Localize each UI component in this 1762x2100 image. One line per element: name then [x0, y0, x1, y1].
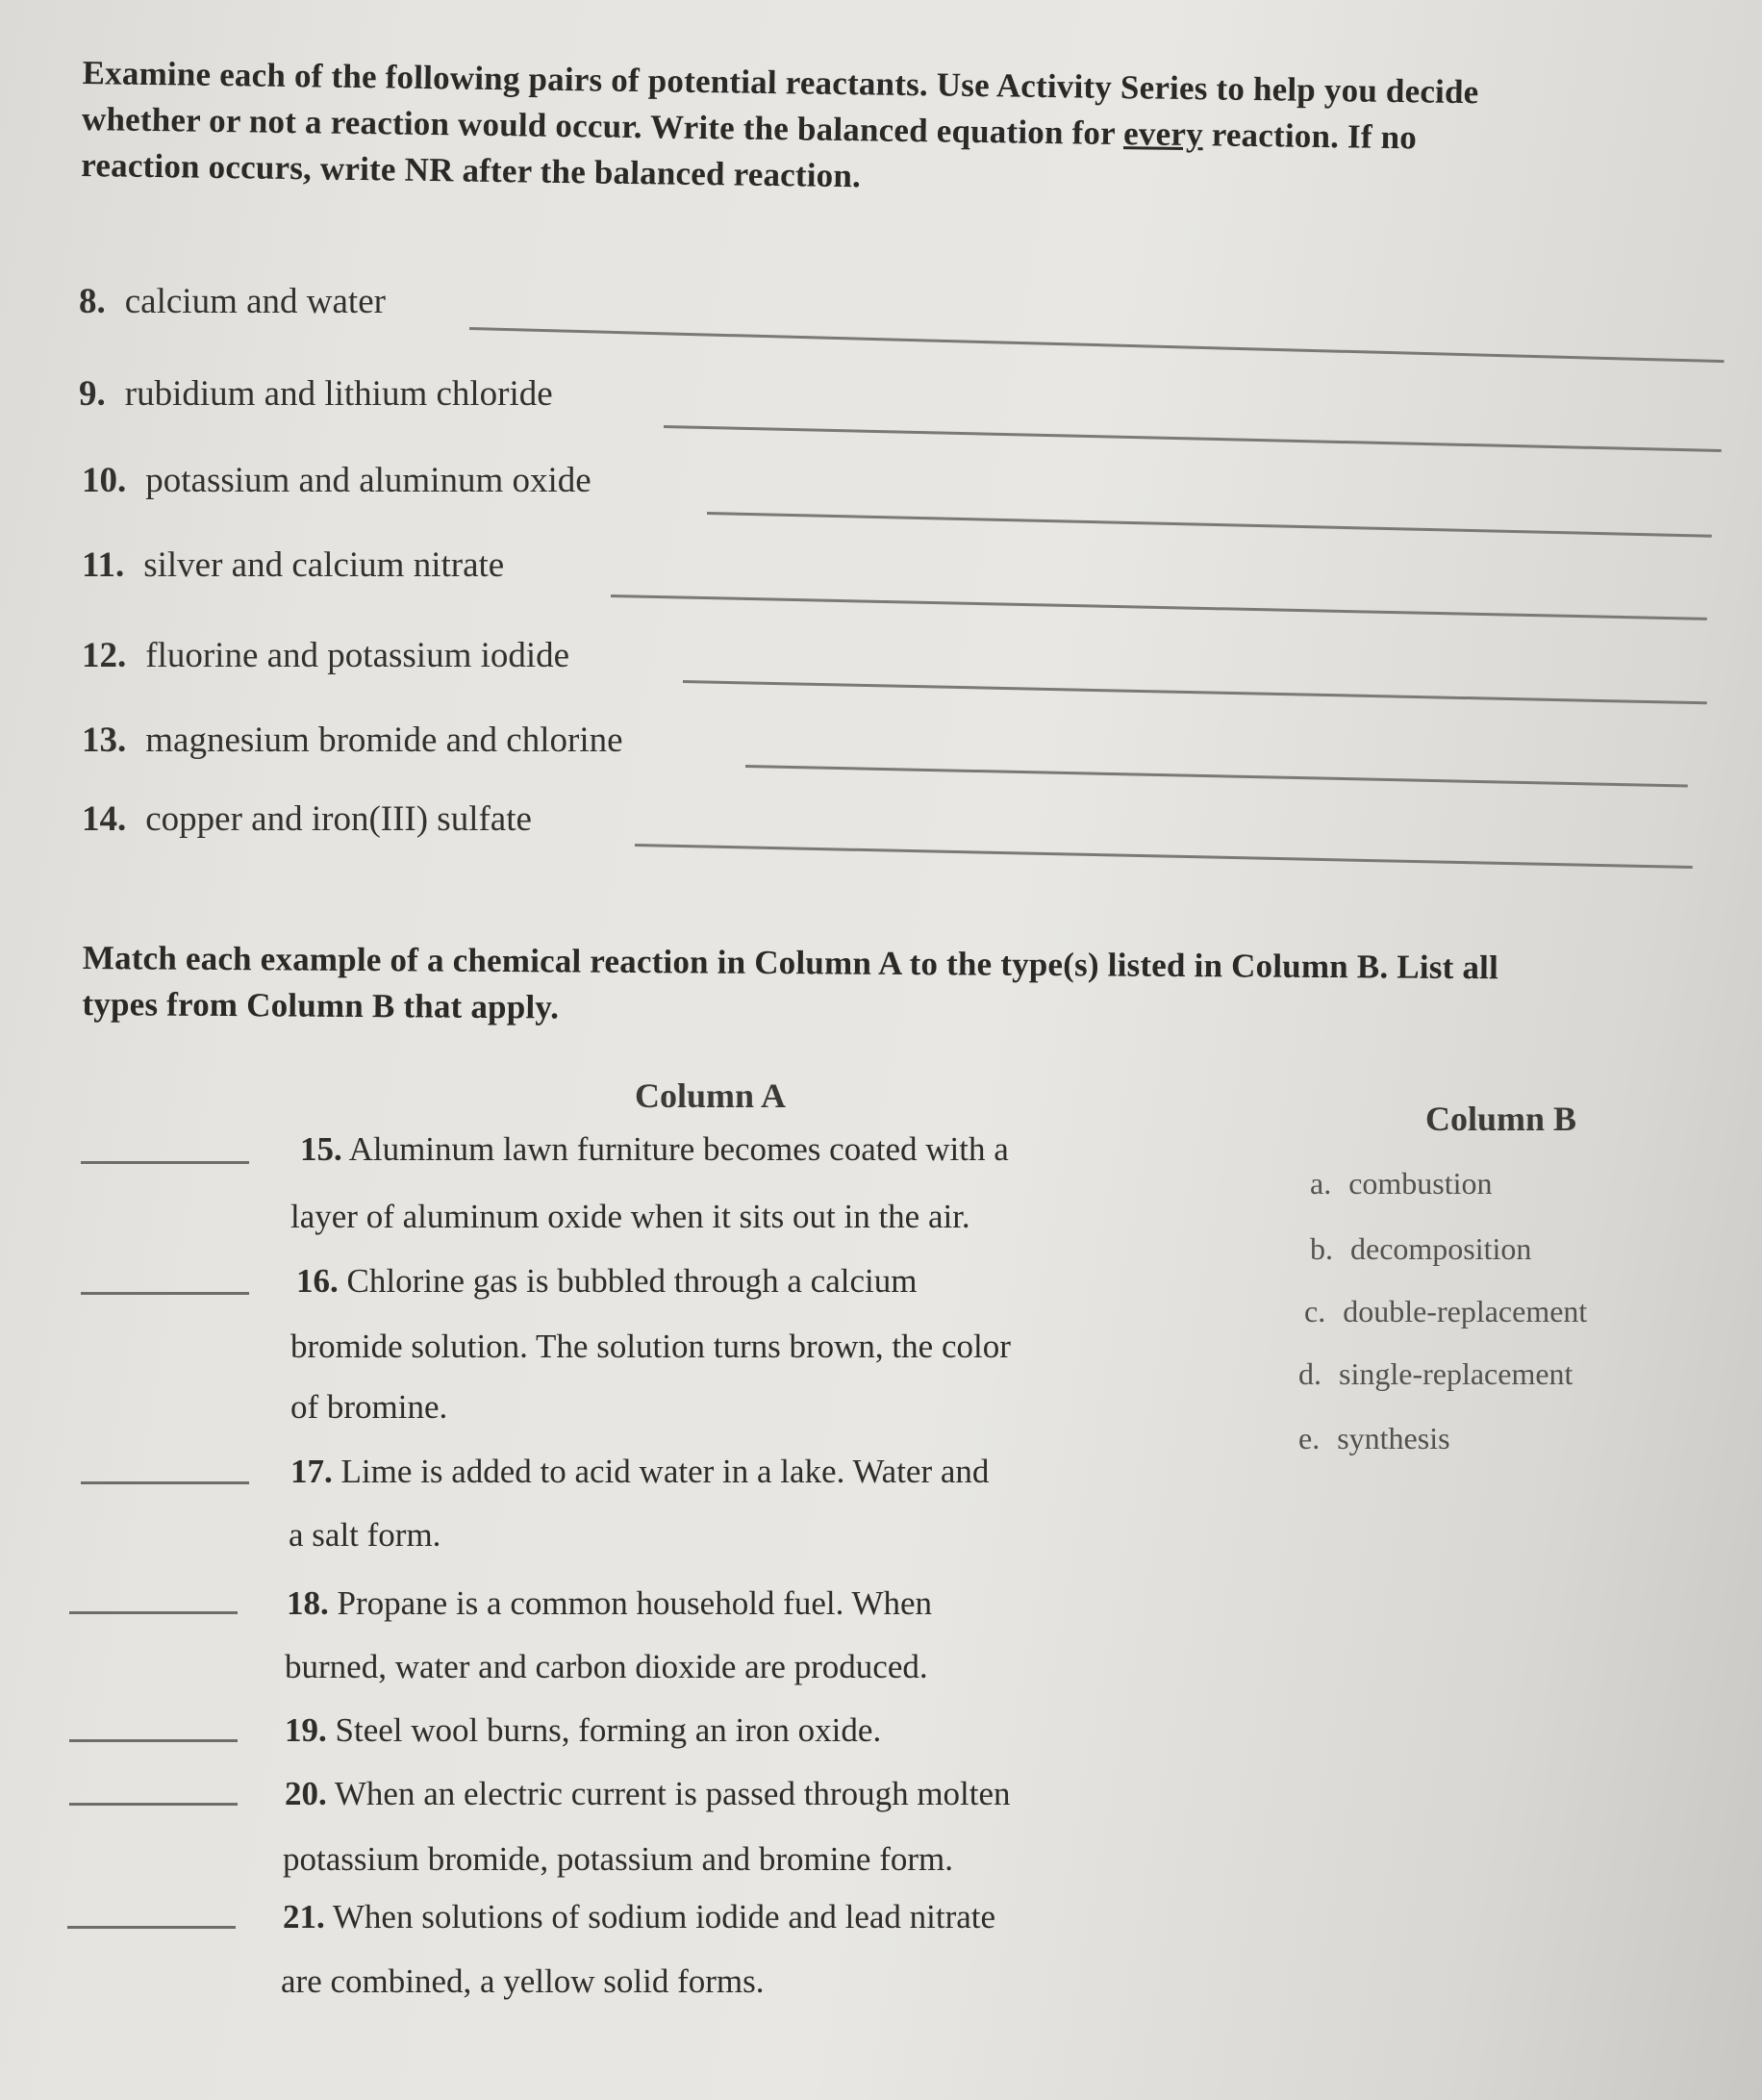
- question-13: 13. magnesium bromide and chlorine: [82, 721, 623, 760]
- answer-line-13[interactable]: [745, 765, 1688, 788]
- column-a-heading: Column A: [635, 1076, 787, 1115]
- column-a-item-16-line-1: 16. Chlorine gas is bubbled through a calcium: [296, 1262, 918, 1300]
- column-b-item-b: b. decomposition: [1310, 1231, 1532, 1266]
- column-b-item-d: d. single-replacement: [1298, 1356, 1573, 1391]
- column-a-item-16-line-2: bromide solution. The solution turns brown, the color: [290, 1328, 1011, 1365]
- question-9: 9. rubidium and lithium chloride: [79, 374, 553, 414]
- column-a-item-18-line-1: 18. Propane is a common household fuel. When: [287, 1584, 933, 1622]
- answer-blank-20[interactable]: [69, 1803, 238, 1806]
- question-11: 11. silver and calcium nitrate: [82, 545, 505, 585]
- column-a-item-19-line-1: 19. Steel wool burns, forming an iron oxide.: [285, 1711, 882, 1749]
- answer-line-9[interactable]: [664, 425, 1722, 452]
- answer-blank-21[interactable]: [67, 1926, 236, 1929]
- column-b-item-e: e. synthesis: [1298, 1421, 1450, 1455]
- answer-blank-19[interactable]: [69, 1739, 238, 1742]
- instructions-line-2: types from Column B that apply.: [82, 984, 560, 1026]
- question-12: 12. fluorine and potassium iodide: [82, 636, 570, 675]
- column-a-item-16-line-3: of bromine.: [290, 1388, 448, 1426]
- column-a-item-17-line-2: a salt form.: [289, 1516, 441, 1554]
- column-a-item-15-line-1: 15. Aluminum lawn furniture becomes coated with a: [300, 1130, 1009, 1168]
- section2-instructions: [82, 935, 1699, 1039]
- column-a-item-18-line-2: burned, water and carbon dioxide are produced.: [285, 1648, 928, 1685]
- question-14: 14. copper and iron(III) sulfate: [82, 799, 532, 839]
- section1-instructions: [81, 50, 1718, 212]
- column-a-item-15-line-2: layer of aluminum oxide when it sits out in the air.: [290, 1198, 970, 1235]
- column-b-item-a: a. combustion: [1310, 1166, 1493, 1201]
- column-a-item-21-line-1: 21. When solutions of sodium iodide and lead nitrate: [283, 1898, 996, 1936]
- question-10: 10. potassium and aluminum oxide: [82, 461, 592, 500]
- answer-line-8[interactable]: [469, 327, 1724, 363]
- column-b-heading: Column B: [1425, 1100, 1577, 1138]
- answer-blank-17[interactable]: [81, 1481, 249, 1484]
- instructions-line-1: Match each example of a chemical reaction in Column A to the type(s) listed in Column B. List all: [82, 938, 1499, 987]
- answer-line-11[interactable]: [611, 595, 1707, 620]
- column-a-item-20-line-1: 20. When an electric current is passed through molten: [285, 1775, 1011, 1812]
- answer-line-14[interactable]: [635, 844, 1693, 869]
- instructions-line-3: reaction occurs, write NR after the balanced reaction.: [81, 145, 862, 195]
- answer-blank-18[interactable]: [69, 1611, 238, 1614]
- emphasis-every: every: [1122, 114, 1204, 154]
- instructions-line-1: Examine each of the following pairs of potential reactants. Use Activity Series to help you decide: [82, 53, 1479, 112]
- column-a-item-21-line-2: are combined, a yellow solid forms.: [281, 1962, 765, 2000]
- instructions-line-2: whether or not a reaction would occur. Write the balanced equation for every reaction. If no: [81, 99, 1418, 157]
- column-a-item-20-line-2: potassium bromide, potassium and bromine form.: [283, 1840, 953, 1878]
- answer-blank-15[interactable]: [81, 1161, 249, 1164]
- column-b-item-c: c. double-replacement: [1304, 1294, 1588, 1328]
- answer-line-12[interactable]: [683, 680, 1707, 704]
- question-8: 8. calcium and water: [79, 282, 386, 321]
- answer-line-10[interactable]: [707, 512, 1712, 538]
- answer-blank-16[interactable]: [81, 1292, 249, 1295]
- column-a-item-17-line-1: 17. Lime is added to acid water in a lake. Water and: [290, 1453, 990, 1490]
